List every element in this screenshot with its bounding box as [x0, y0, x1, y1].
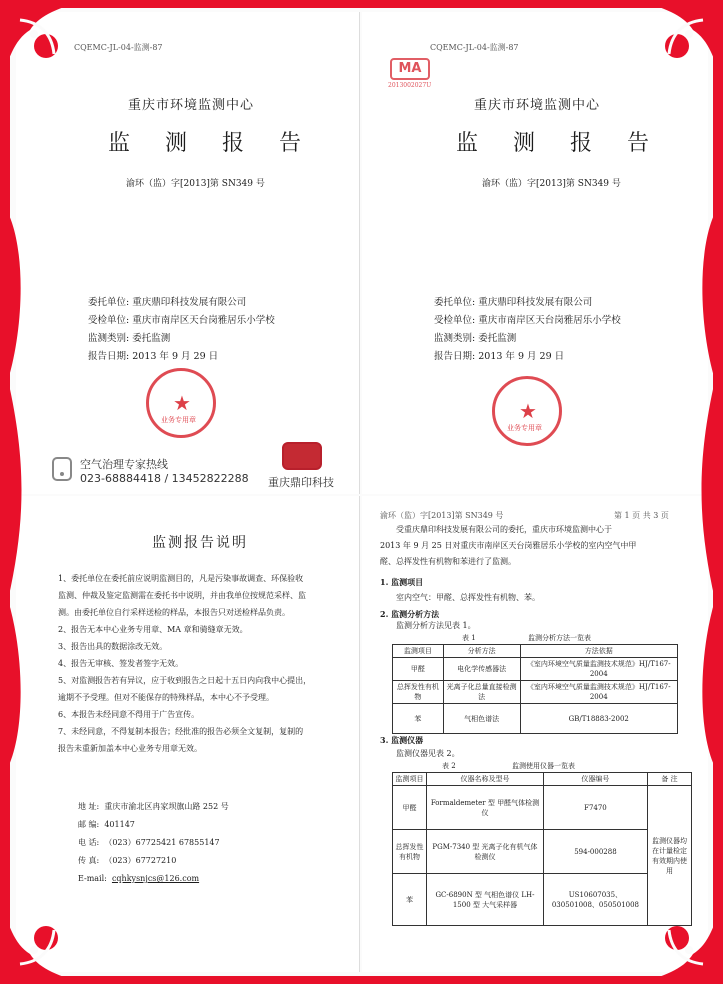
- report-info: [88, 294, 275, 366]
- note-line: 监测、仲裁及鉴定监测需在委托书中说明，并由我单位按规范采样、监: [58, 591, 306, 600]
- section-2-text: 监测分析方法见表 1。: [396, 621, 476, 630]
- hotline-label: 空气治理专家热线: [80, 458, 168, 471]
- table-header-row: 监测项目 仪器名称及型号 仪器编号 备 注: [393, 773, 692, 786]
- hotline-phone: 023-68884418 / 13452822288: [80, 472, 249, 485]
- page-header-right: 第 1 页 共 3 页: [614, 511, 669, 520]
- contact-info: [78, 798, 229, 888]
- table-row: 总挥发性有机物 PGM-7340 型 光离子化有机气体检测仪 594-000288: [393, 830, 692, 874]
- contact-row: 邮 编: 401147: [78, 820, 135, 829]
- note-line: 5、对监测报告若有异议，应于收到报告之日起十五日内向我中心提出，: [58, 676, 312, 685]
- info-row: 监测类别: 委托监测: [88, 333, 171, 344]
- note-line: 6、本报告未经同意不得用于广告宣传。: [58, 710, 200, 719]
- center-name: 重庆市环境监测中心: [474, 98, 601, 113]
- notes-title: 监测报告说明: [152, 535, 248, 551]
- info-row: 报告日期: 2013 年 9 月 29 日: [434, 351, 565, 362]
- contact-row: 传 真: （023）67727210: [78, 856, 177, 865]
- note-line: 1、委托单位在委托前应说明监测目的，凡是污染事故调查、环保验收: [58, 574, 304, 583]
- left-scroll-ornament-icon: [0, 200, 30, 780]
- info-row: 受检单位: 重庆市南岸区天台岗雅居乐小学校: [88, 315, 275, 326]
- table-2-caption-left: 表 2: [442, 762, 456, 770]
- corner-ornament-icon: [637, 0, 723, 86]
- star-icon: ★: [173, 391, 191, 415]
- note-line: 7、未经同意，不得复制本报告；经批准的报告必须全文复制，复制的: [58, 727, 304, 736]
- doc-code: CQEMC-JL-04-监测-87: [74, 43, 163, 52]
- corner-ornament-icon: [0, 0, 86, 86]
- phone-icon: [50, 456, 76, 484]
- table-row: 甲醛 Formaldemeter 型 甲醛气体检测仪 F7470 监测仪器均在计量检定有效期内使用: [393, 786, 692, 830]
- section-1-text: 室内空气：甲醛、总挥发性有机物、苯。: [396, 593, 540, 602]
- corner-ornament-icon: [637, 898, 723, 984]
- table-row: 苯 气相色谱法 GB/T18883-2002: [393, 704, 678, 734]
- report-number: 渝环（监）字[2013]第 SN349 号: [126, 179, 265, 189]
- intro-text: 受重庆鼎印科技发展有限公司的委托，重庆市环境监测中心于 2013 年 9 月 25 日对重庆市南岸区天台岗雅居乐小学校的室内空气中甲 醛、总挥发性有机物和苯进行了监测。: [380, 525, 637, 566]
- section-1-title: 1. 监测项目: [380, 577, 424, 587]
- note-line: 3、报告出具的数据涂改无效。: [58, 642, 168, 651]
- note-line: 2、报告无本中心业务专用章、MA 章和骑缝章无效。: [58, 625, 248, 634]
- method-table: [392, 644, 678, 734]
- ma-stamp: MA: [390, 58, 430, 80]
- report-title: 监 测 报 告: [456, 131, 663, 156]
- email-link[interactable]: cqhkysnjcs@126.com: [111, 874, 200, 883]
- table-2-caption: 监测使用仪器一览表: [512, 762, 575, 770]
- notes-list: [58, 570, 311, 757]
- table-row: 甲醛 电化学传感器法 《室内环境空气质量监测技术规范》HJ/T167-2004: [393, 658, 678, 681]
- table-row: 总挥发性有机物 光离子化总量直接检测法 《室内环境空气质量监测技术规范》HJ/T167-2004: [393, 681, 678, 704]
- star-icon: ★: [519, 399, 537, 423]
- official-seal: ★ 业务专用章: [146, 368, 216, 438]
- table-row: 苯 GC-6890N 型 气相色谱仪 LH-1500 型 大气采样器 US10607035、030501008、050501008: [393, 874, 692, 926]
- table-header-row: 监测项目 分析方法 方法依据: [393, 645, 678, 658]
- corner-ornament-icon: [0, 898, 86, 984]
- info-row: 委托单位: 重庆鼎印科技发展有限公司: [88, 297, 247, 308]
- brand-logo-icon: [282, 442, 322, 470]
- table-1-caption-left: 表 1: [462, 634, 476, 642]
- official-seal: ★ 业务专用章: [492, 376, 562, 446]
- info-row: 委托单位: 重庆鼎印科技发展有限公司: [434, 297, 593, 308]
- section-3-text: 监测仪器见表 2。: [396, 749, 460, 758]
- report-info: [434, 294, 621, 366]
- note-line: 测。由委托单位自行采样送检的样品，本报告只对送检样品负责。: [58, 608, 290, 617]
- brand-name: 重庆鼎印科技: [268, 476, 334, 489]
- info-row: 受检单位: 重庆市南岸区天台岗雅居乐小学校: [434, 315, 621, 326]
- contact-row: 地 址: 重庆市渝北区冉家坝旗山路 252 号: [78, 802, 229, 811]
- note-line: 报告未重新加盖本中心业务专用章无效。: [58, 744, 202, 753]
- note-line: 逾期不予受理。但对不能保存的特殊样品，本中心不予受理。: [58, 693, 274, 702]
- report-number: 渝环（监）字[2013]第 SN349 号: [482, 179, 621, 189]
- section-3-title: 3. 监测仪器: [380, 735, 424, 745]
- note-line: 4、报告无审核、签发者签字无效。: [58, 659, 184, 668]
- ma-number: 2013002027U: [388, 82, 432, 89]
- report-title: 监 测 报 告: [108, 131, 315, 156]
- section-2-title: 2. 监测分析方法: [380, 609, 440, 619]
- contact-row: E-mail: cqhkysnjcs@126.com: [78, 874, 200, 883]
- page-header-left: 渝环（监）字[2013]第 SN349 号: [380, 511, 504, 520]
- table-1-caption: 监测分析方法一览表: [528, 634, 591, 642]
- info-row: 监测类别: 委托监测: [434, 333, 517, 344]
- right-scroll-ornament-icon: [693, 200, 723, 780]
- center-name: 重庆市环境监测中心: [128, 98, 255, 113]
- info-row: 报告日期: 2013 年 9 月 29 日: [88, 351, 219, 362]
- doc-code: CQEMC-JL-04-监测-87: [430, 43, 519, 52]
- contact-row: 电 话: （023）67725421 67855147: [78, 838, 220, 847]
